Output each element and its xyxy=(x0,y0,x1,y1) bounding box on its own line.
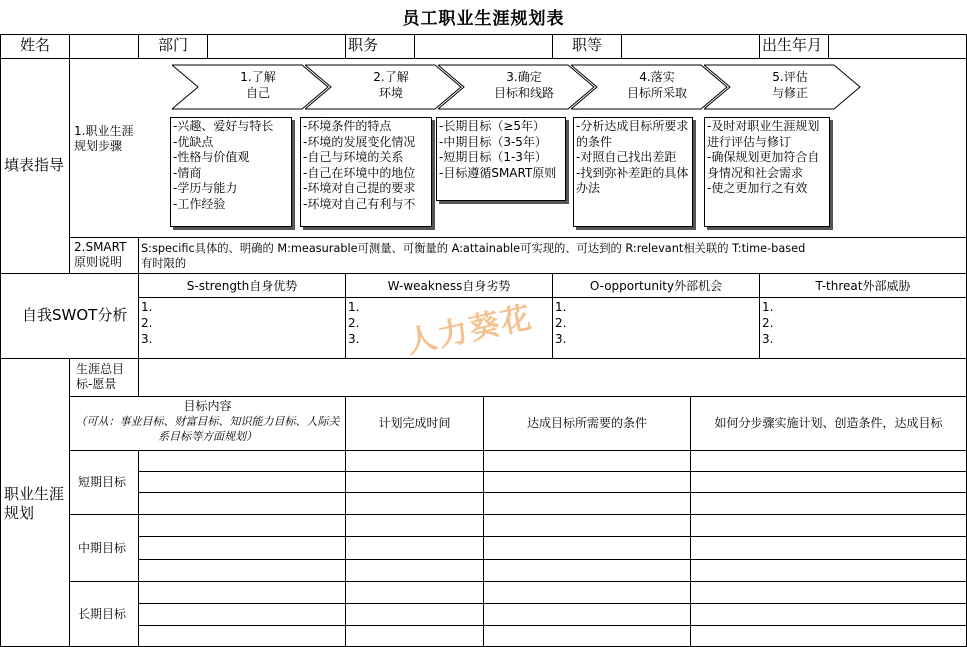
plan-input-cell[interactable] xyxy=(691,515,965,536)
birth-field[interactable] xyxy=(829,35,965,58)
frame-line xyxy=(345,34,346,58)
swot-entry[interactable]: 2. xyxy=(141,316,153,330)
step-item: -兴趣、爱好与特长 xyxy=(173,119,274,133)
smart-text: S:specific具体的、明确的 M:measurable可测量、可衡量的 A:attainable可实现的、可达到的 R:relevant相关联的 T:time-based xyxy=(141,242,806,255)
frame-line xyxy=(759,34,760,58)
plan-input-cell[interactable] xyxy=(139,537,344,559)
step-item: -及时对职业生涯规划进行评估与修订 xyxy=(707,119,820,149)
plan-input-cell[interactable] xyxy=(346,626,482,646)
plan-input-cell[interactable] xyxy=(484,515,689,536)
step-title xyxy=(611,69,703,101)
step-item: -分析达成目标所要求的条件 xyxy=(576,119,689,149)
dept-label: 部门 xyxy=(158,36,189,54)
guide-section-label: 填表指导 xyxy=(4,156,65,174)
name-field[interactable] xyxy=(70,35,137,58)
plan-input-cell[interactable] xyxy=(484,604,689,625)
smart-label: 2.SMART原则说明 xyxy=(74,240,127,269)
step-item: -优缺点 xyxy=(173,134,214,149)
smart-text-cont: 有时限的 xyxy=(141,257,187,270)
step-arrow-5 xyxy=(704,63,864,111)
plan-input-cell[interactable] xyxy=(139,560,344,581)
step-item: -环境条件的特点 xyxy=(303,119,392,133)
step-title-line: 环境 xyxy=(378,86,403,100)
frame-line xyxy=(0,58,967,59)
birth-label: 出生年月 xyxy=(762,36,823,54)
swot-entry[interactable]: 1. xyxy=(762,300,774,314)
dept-field[interactable] xyxy=(208,35,344,58)
step-title-line: 目标和线路 xyxy=(493,86,554,100)
name-label: 姓名 xyxy=(20,36,51,54)
vision-field[interactable] xyxy=(139,359,965,395)
col-time-header: 计划完成时间 xyxy=(378,416,451,430)
step-item: -工作经验 xyxy=(173,196,226,211)
step-box-2 xyxy=(300,117,432,227)
swot-entry[interactable]: 2. xyxy=(555,316,567,330)
vision-label: 生涯总目标-愿景 xyxy=(76,362,125,391)
short-term-label: 短期目标 xyxy=(78,475,127,489)
swot-entry[interactable]: 1. xyxy=(348,300,360,314)
plan-input-cell[interactable] xyxy=(346,537,482,559)
frame-line xyxy=(69,34,70,273)
step-box-3 xyxy=(436,117,566,201)
steps-label: 1.职业生涯规划步骤 xyxy=(74,124,134,153)
frame-line xyxy=(69,396,967,397)
plan-input-cell[interactable] xyxy=(484,537,689,559)
plan-input-cell[interactable] xyxy=(139,582,344,603)
plan-section-label: 职业生涯规划 xyxy=(4,485,65,522)
step-item: -短期目标（1-3年） xyxy=(439,150,547,165)
step-item: -中期目标（3-5年） xyxy=(439,134,547,149)
plan-input-cell[interactable] xyxy=(346,604,482,625)
frame-line xyxy=(0,34,1,646)
swot-threat-header: T-threat外部威胁 xyxy=(815,279,911,293)
plan-input-cell[interactable] xyxy=(346,451,482,471)
grade-field[interactable] xyxy=(622,35,758,58)
swot-strength-header: S-strength自身优势 xyxy=(186,279,298,293)
step-item: -找到弥补差距的具体办法 xyxy=(576,165,689,196)
watermark: 人力葵花 xyxy=(403,299,536,361)
step-box-4 xyxy=(573,117,693,227)
step-item: -目标遵循SMART原则 xyxy=(439,165,557,180)
frame-line xyxy=(138,237,139,273)
plan-input-cell[interactable] xyxy=(691,582,965,603)
swot-entry[interactable]: 1. xyxy=(141,300,153,314)
swot-entry[interactable]: 3. xyxy=(348,332,360,346)
step-title-line: 1.了解 xyxy=(240,70,276,84)
col-steps-header: 如何分步骤实施计划、创造条件，达成目标 xyxy=(714,416,943,430)
plan-input-cell[interactable] xyxy=(484,560,689,581)
step-title-line: 5.评估 xyxy=(772,70,808,84)
content-hint: （可从：事业目标、财富目标、知识能力目标、人际关系目标等方面规划） xyxy=(75,415,340,443)
step-item: -情商 xyxy=(173,165,202,180)
step-item: -长期目标（≥5年） xyxy=(439,119,546,133)
swot-entry[interactable]: 2. xyxy=(348,316,360,330)
swot-entry[interactable]: 3. xyxy=(555,332,567,346)
plan-input-cell[interactable] xyxy=(139,626,344,646)
swot-weakness-header: W-weakness自身劣势 xyxy=(387,279,511,293)
plan-input-cell[interactable] xyxy=(691,472,965,492)
plan-input-cell[interactable] xyxy=(139,604,344,625)
step-title-line: 4.落实 xyxy=(639,70,675,84)
mid-term-label: 中期目标 xyxy=(78,541,127,555)
step-title xyxy=(345,69,437,101)
plan-input-cell[interactable] xyxy=(691,537,965,559)
plan-input-cell[interactable] xyxy=(484,472,689,492)
step-item: -环境对自己提的要求 xyxy=(303,181,416,196)
form-title: 员工职业生涯规划表 xyxy=(402,9,565,29)
step-title-line: 与修正 xyxy=(771,86,808,100)
col-conditions-header: 达成目标所需要的条件 xyxy=(526,416,647,430)
step-title xyxy=(212,69,304,101)
plan-input-cell[interactable] xyxy=(346,472,482,492)
step-title-line: 自己 xyxy=(245,86,270,100)
swot-entry[interactable]: 2. xyxy=(762,316,774,330)
plan-input-cell[interactable] xyxy=(346,493,482,514)
swot-entry[interactable]: 3. xyxy=(141,332,153,346)
grade-label: 职等 xyxy=(572,36,603,54)
plan-input-cell[interactable] xyxy=(691,451,965,471)
plan-input-cell[interactable] xyxy=(346,582,482,603)
swot-opportunity-header: O-opportunity外部机会 xyxy=(589,279,723,293)
step-item: -环境对自己有利与不 xyxy=(303,196,416,211)
plan-input-cell[interactable] xyxy=(484,451,689,471)
step-item: -使之更加行之有效 xyxy=(707,181,808,196)
step-item: -性格与价值观 xyxy=(173,150,250,165)
position-field[interactable] xyxy=(415,35,551,58)
plan-input-cell[interactable] xyxy=(691,604,965,625)
content-title: 目标内容 xyxy=(183,399,232,413)
plan-input-cell[interactable] xyxy=(139,515,344,536)
plan-input-cell[interactable] xyxy=(139,472,344,492)
frame-line xyxy=(69,237,967,238)
plan-input-cell[interactable] xyxy=(484,582,689,603)
frame-line xyxy=(0,273,967,274)
step-item: -确保规划更加符合自身情况和社会需求 xyxy=(707,150,820,180)
step-box-1 xyxy=(170,117,292,227)
position-label: 职务 xyxy=(348,36,379,54)
plan-input-cell[interactable] xyxy=(484,493,689,514)
step-item: -自己与环境的关系 xyxy=(303,150,404,165)
swot-label: 自我SWOT分析 xyxy=(22,306,128,324)
step-item: -自己在环境中的地位 xyxy=(303,165,416,180)
plan-input-cell[interactable] xyxy=(484,626,689,646)
plan-input-cell[interactable] xyxy=(691,493,965,514)
step-item: -学历与能力 xyxy=(173,181,238,196)
step-title-line: 3.确定 xyxy=(506,70,542,84)
plan-input-cell[interactable] xyxy=(139,451,344,471)
plan-input-cell[interactable] xyxy=(346,515,482,536)
step-item: -环境的发展变化情况 xyxy=(303,134,416,149)
plan-input-cell[interactable] xyxy=(691,626,965,646)
frame-line xyxy=(138,34,139,58)
step-title xyxy=(744,69,836,101)
long-term-label: 长期目标 xyxy=(78,607,127,621)
step-title-line: 目标所采取 xyxy=(626,86,687,100)
plan-input-cell[interactable] xyxy=(691,560,965,581)
step-box-5 xyxy=(704,117,830,227)
plan-input-cell[interactable] xyxy=(346,560,482,581)
plan-input-cell[interactable] xyxy=(139,493,344,514)
frame-line xyxy=(552,34,553,58)
step-item: -对照自己找出差距 xyxy=(576,150,677,165)
step-title-line: 2.了解 xyxy=(373,70,409,84)
swot-entry[interactable]: 3. xyxy=(762,332,774,346)
swot-entry[interactable]: 1. xyxy=(555,300,567,314)
step-title xyxy=(478,69,570,101)
